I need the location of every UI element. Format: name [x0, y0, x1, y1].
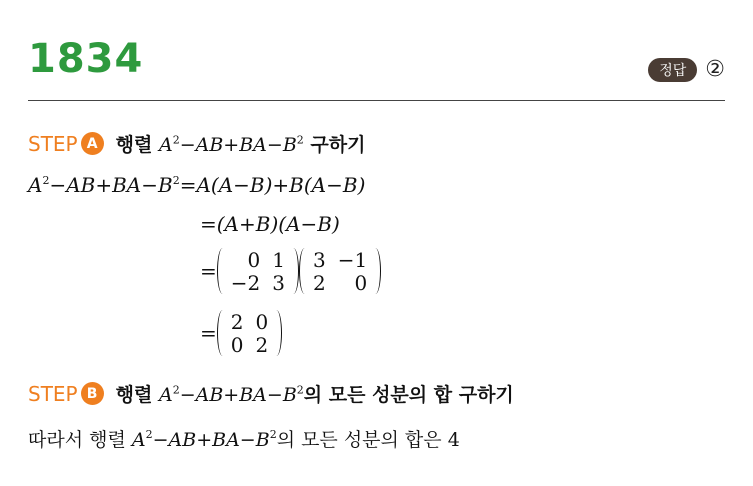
line1-rhs: =A(A−B)+B(A−B) [179, 173, 366, 197]
matrix2-cell: 0 [354, 270, 368, 295]
line4-equals: = [200, 321, 217, 345]
answer-box [648, 57, 725, 82]
conclusion-suffix: 의 모든 성분의 합은 [276, 429, 442, 451]
matrix1-left-paren [217, 248, 228, 294]
line1-a: A [28, 173, 43, 197]
line3-equals: = [200, 259, 217, 283]
step-b-title [116, 380, 514, 407]
conclusion-expr-mid: −AB+BA−B [152, 429, 270, 451]
conclusion-line [28, 425, 460, 452]
step-a-title [116, 130, 366, 157]
step-a-letter-badge: A [81, 132, 104, 155]
matrix2-cell: −1 [337, 247, 368, 272]
matrix-1 [228, 249, 288, 294]
step-a-suffix: 구하기 [310, 134, 366, 156]
conclusion-expr [132, 429, 277, 451]
matrix3-cell: 2 [230, 309, 244, 334]
step-b-exp1: 2 [172, 383, 180, 397]
line1-exp2: 2 [172, 174, 180, 187]
step-b-tag-text: STEP [28, 381, 78, 406]
conclusion-exp2: 2 [269, 428, 277, 441]
line1-exp1: 2 [42, 174, 50, 187]
matrix1-cell: −2 [230, 270, 261, 295]
line1-mid: −AB+BA−B [49, 173, 173, 197]
matrix3-cell: 0 [230, 332, 244, 357]
step-b-expr [159, 384, 304, 406]
conclusion-exp1: 2 [145, 428, 153, 441]
problem-number: 1834 [28, 36, 144, 82]
matrix1-cell: 1 [272, 247, 285, 272]
step-a-expr-a: A [158, 134, 173, 156]
step-b-exp2: 2 [296, 383, 304, 397]
matrix1-cell: 0 [247, 247, 261, 272]
matrix2-cell: 3 [312, 247, 326, 272]
step-b-tag [28, 382, 104, 406]
step-b-heading [28, 380, 514, 407]
matrix3-right-paren [271, 310, 282, 356]
step-b-expr-mid: −AB+BA−B [179, 384, 297, 406]
step-a-tag [28, 132, 104, 156]
step-b-expr-a: A [158, 384, 173, 406]
step-b-letter-badge: B [81, 382, 104, 405]
step-a-heading [28, 130, 365, 157]
matrix-3 [228, 311, 271, 356]
answer-badge: 정답 [648, 58, 697, 82]
matrix3-left-paren [217, 310, 228, 356]
step-a-prefix: 행렬 [115, 134, 153, 156]
derivation-line-3 [200, 248, 381, 294]
matrix3-cell: 0 [255, 309, 269, 334]
derivation-line-2: =(A+B)(A−B) [200, 212, 340, 236]
matrix1-cell: 3 [272, 270, 285, 295]
derivation-line-4 [200, 310, 282, 356]
derivation-line-1 [28, 173, 365, 197]
conclusion-result: 4 [447, 429, 460, 451]
header-divider [28, 100, 725, 101]
matrix2-cell: 2 [312, 270, 326, 295]
matrix1-right-paren [288, 248, 299, 294]
answer-value: ② [705, 57, 725, 82]
step-b-prefix: 행렬 [115, 384, 153, 406]
step-a-tag-text: STEP [28, 131, 78, 156]
matrix2-right-paren [370, 248, 381, 294]
matrix2-left-paren [299, 248, 310, 294]
step-a-expr-mid: −AB+BA−B [179, 134, 297, 156]
step-a-expr [159, 134, 304, 156]
matrix-2 [310, 249, 370, 294]
matrix3-cell: 2 [255, 332, 269, 357]
conclusion-expr-a: A [131, 429, 146, 451]
conclusion-prefix: 따라서 행렬 [28, 429, 126, 451]
step-a-exp2: 2 [296, 133, 304, 147]
step-a-exp1: 2 [172, 133, 180, 147]
step-b-suffix: 의 모든 성분의 합 구하기 [303, 384, 514, 406]
